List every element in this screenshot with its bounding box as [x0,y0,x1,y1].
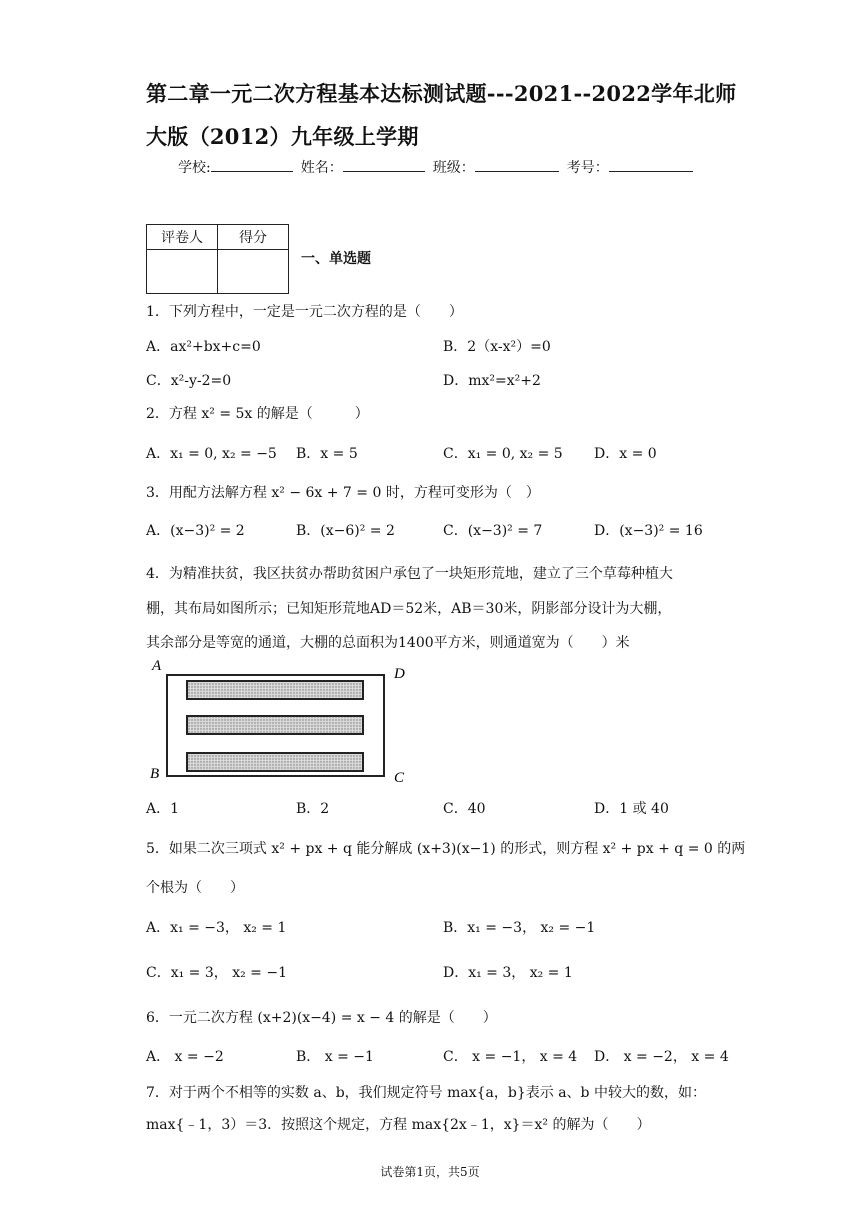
greenhouse-1 [187,681,363,699]
exam-no-field[interactable] [609,157,693,172]
q7-line1: 7．对于两个不相等的实数 a、b，我们规定符号 max{a，b}表示 a、b 中较大的数，如： [146,1085,706,1101]
q5-option-d[interactable]: D．x₁ = 3， x₂ = 1 [443,965,573,981]
name-label: 姓名： [300,160,343,176]
page-title-line1: 第二章一元二次方程基本达标测试题---2021--2022学年北师 [146,81,737,106]
q5-option-c[interactable]: C．x₁ = 3， x₂ = −1 [146,965,287,981]
q4-option-d[interactable]: D．1 或 40 [594,801,669,817]
q4-option-a[interactable]: A．1 [146,801,180,817]
grader-cell[interactable] [147,250,218,294]
q7-line2: max{﹣1，3）＝3．按照这个规定，方程 max{2x﹣1，x}＝x² 的解为（ ） [146,1117,651,1133]
school-label: 学校: [178,160,211,176]
vertex-c-label: C [394,770,405,786]
q5-option-b[interactable]: B．x₁ = −3， x₂ = −1 [443,920,596,936]
q6-option-b[interactable]: B． x = −1 [296,1049,374,1065]
q2-option-b[interactable]: B．x = 5 [296,446,358,462]
q5-line1: 5．如果二次三项式 x² + px + q 能分解成 (x+3)(x−1) 的形式，则方程 x² + px + q = 0 的两 [146,841,746,857]
greenhouse-2 [187,716,363,734]
q6-option-c[interactable]: C． x = −1， x = 4 [443,1049,578,1065]
q2-stem: 2．方程 x² = 5x 的解是（ ） [146,406,369,422]
q5-line2: 个根为（ ） [146,880,244,896]
vertex-a-label: A [152,658,162,674]
score-table [146,224,289,294]
page-title-line2: 大版（2012）九年级上学期 [146,124,419,149]
greenhouse-3 [187,753,363,771]
q1-stem: 1．下列方程中，一定是一元二次方程的是（ ） [146,304,463,320]
q4-line2: 棚，其布局如图所示；已知矩形荒地AD＝52米，AB＝30米，阴影部分设计为大棚， [146,601,672,617]
q3-option-b[interactable]: B．(x−6)² = 2 [296,523,395,539]
vertex-d-label: D [394,666,405,682]
q4-line1: 4．为精准扶贫，我区扶贫办帮助贫困户承包了一块矩形荒地，建立了三个草莓种植大 [146,566,673,582]
class-label: 班级： [432,160,475,176]
page-footer: 试卷第1页，共5页 [380,1165,480,1179]
score-header: 得分 [218,225,289,250]
section-heading: 一、单选题 [301,251,371,267]
grader-header: 评卷人 [147,225,218,250]
q1-option-d[interactable]: D．mx²=x²+2 [443,373,541,389]
school-field[interactable] [211,157,293,172]
q1-option-c[interactable]: C．x²-y-2=0 [146,373,232,389]
q1-option-a[interactable]: A．ax²+bx+c=0 [146,339,261,355]
q4-figure [146,656,416,790]
exam-no-label: 考号： [566,160,609,176]
q2-option-d[interactable]: D．x = 0 [594,446,657,462]
q5-option-a[interactable]: A．x₁ = −3， x₂ = 1 [146,920,287,936]
vertex-b-label: B [150,766,160,782]
q3-option-a[interactable]: A．(x−3)² = 2 [146,523,245,539]
q4-option-b[interactable]: B．2 [296,801,330,817]
q2-option-a[interactable]: A．x₁ = 0, x₂ = −5 [146,446,277,462]
q4-option-c[interactable]: C．40 [443,801,486,817]
student-info [178,157,701,177]
q6-option-a[interactable]: A． x = −2 [146,1049,224,1065]
q1-option-b[interactable]: B．2（x-x²）=0 [443,339,551,355]
q2-option-c[interactable]: C．x₁ = 0, x₂ = 5 [443,446,563,462]
q3-option-d[interactable]: D．(x−3)² = 16 [594,523,703,539]
q3-option-c[interactable]: C．(x−3)² = 7 [443,523,543,539]
q6-option-d[interactable]: D． x = −2， x = 4 [594,1049,729,1065]
score-cell[interactable] [218,250,289,294]
q6-stem: 6．一元二次方程 (x+2)(x−4) = x − 4 的解是（ ） [146,1010,497,1026]
q4-line3: 其余部分是等宽的通道，大棚的总面积为1400平方米，则通道宽为（ ）米 [146,635,630,651]
field-diagram [146,656,416,790]
name-field[interactable] [343,157,425,172]
class-field[interactable] [475,157,559,172]
q3-stem: 3．用配方法解方程 x² − 6x + 7 = 0 时，方程可变形为（ ） [146,485,540,501]
